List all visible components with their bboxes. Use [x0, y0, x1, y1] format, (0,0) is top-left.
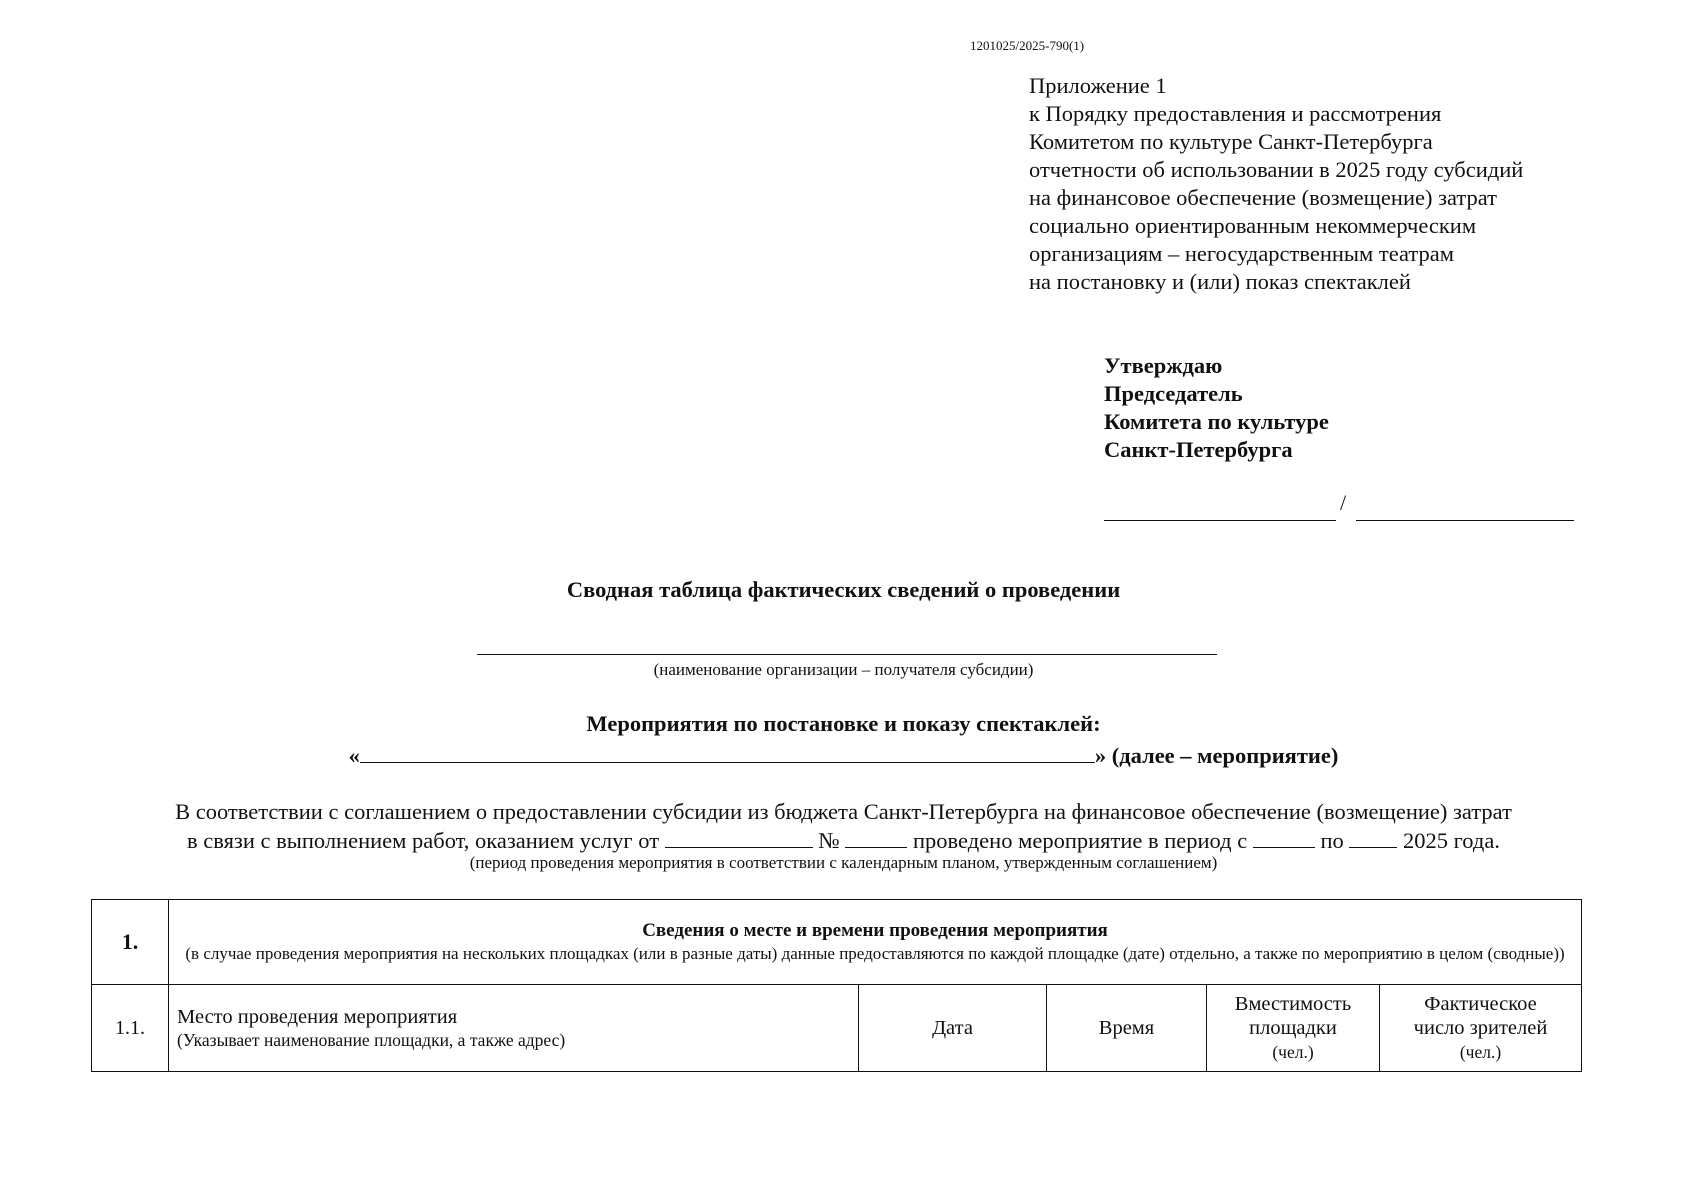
time-header: Время — [1047, 985, 1207, 1072]
event-info-table — [91, 899, 1582, 1072]
paragraph-text: 2025 года. — [1397, 828, 1500, 853]
agreement-paragraph — [0, 797, 1687, 855]
name-line — [1356, 490, 1574, 521]
paragraph-text: № — [812, 828, 846, 853]
appendix-line: отчетности об использовании в 2025 году субсидий — [1029, 157, 1524, 182]
events-close-text: » (далее – мероприятие) — [1094, 743, 1339, 768]
sub-section-number: 1.1. — [92, 985, 169, 1072]
period-start-blank — [1253, 827, 1315, 848]
capacity-header-line: площадки — [1249, 1017, 1337, 1039]
column-header-row — [92, 985, 1582, 1072]
capacity-unit: (чел.) — [1272, 1042, 1314, 1062]
appendix-line: социально ориентированным некоммерческим — [1029, 213, 1477, 238]
appendix-line: к Порядку предоставления и рассмотрения — [1029, 101, 1442, 126]
place-label: Место проведения мероприятия — [177, 1006, 458, 1028]
section-number: 1. — [92, 900, 169, 985]
section-note: (в случае проведения мероприятия на нескольких площадках (или в разные даты) данные предоставляются по каждой площадке (дате) отдельно, а также по мероприятию в целом (сводные)) — [185, 944, 1565, 963]
paragraph-text: по — [1314, 828, 1350, 853]
viewers-header-line: число зрителей — [1413, 1017, 1548, 1039]
paragraph-line-2 — [0, 826, 1687, 855]
approval-line: Утверждаю — [1104, 353, 1223, 378]
appendix-line: Приложение 1 — [1029, 73, 1167, 98]
appendix-line: Комитетом по культуре Санкт-Петербурга — [1029, 129, 1433, 154]
organization-name-line — [477, 654, 1217, 655]
place-note: (Указывает наименование площадки, а также адрес) — [177, 1030, 566, 1050]
section-header-row — [92, 900, 1582, 985]
document-number: 1201025/2025-790(1) — [970, 38, 1085, 53]
appendix-line: организациям – негосударственным театрам — [1029, 241, 1454, 266]
paragraph-text: в связи с выполнением работ, оказанием услуг от — [187, 828, 665, 853]
approval-line: Комитета по культуре — [1104, 409, 1329, 434]
date-header: Дата — [859, 985, 1047, 1072]
agreement-number-blank — [845, 827, 907, 848]
organization-hint: (наименование организации – получателя субсидии) — [653, 660, 1034, 679]
open-quote: « — [348, 743, 360, 768]
approval-block — [1104, 352, 1329, 464]
signature-line — [1104, 490, 1336, 521]
section-title: Сведения о месте и времени проведения мероприятия — [642, 920, 1108, 941]
approval-line: Санкт-Петербурга — [1104, 437, 1293, 462]
viewers-header-line: Фактическое — [1424, 993, 1537, 1015]
events-heading: Мероприятия по постановке и показу спектаклей: — [586, 711, 1101, 736]
document-title: Сводная таблица фактических сведений о проведении — [566, 577, 1121, 602]
paragraph-text: проведено мероприятие в период с — [907, 828, 1253, 853]
approval-line: Председатель — [1104, 381, 1243, 406]
signature-separator: / — [1340, 490, 1347, 515]
viewers-unit: (чел.) — [1459, 1042, 1502, 1062]
paragraph-line-1: В соответствии с соглашением о предоставлении субсидии из бюджета Санкт-Петербурга на финансовое обеспечение (возмещение) затрат — [175, 799, 1512, 824]
period-hint: (период проведения мероприятия в соответствии с календарным планом, утвержденным соглашением) — [469, 853, 1218, 872]
event-name-blank — [360, 740, 1095, 763]
section-header-cell — [169, 900, 1582, 985]
place-header-cell — [169, 985, 859, 1072]
appendix-block — [1029, 72, 1523, 296]
agreement-date-blank — [665, 827, 813, 848]
capacity-header-line: Вместимость — [1234, 993, 1352, 1015]
period-end-blank — [1349, 827, 1397, 848]
events-name-row — [0, 740, 1687, 769]
viewers-header — [1380, 985, 1582, 1072]
capacity-header — [1207, 985, 1380, 1072]
appendix-line: на постановку и (или) показ спектаклей — [1029, 269, 1411, 294]
appendix-line: на финансовое обеспечение (возмещение) затрат — [1029, 185, 1497, 210]
